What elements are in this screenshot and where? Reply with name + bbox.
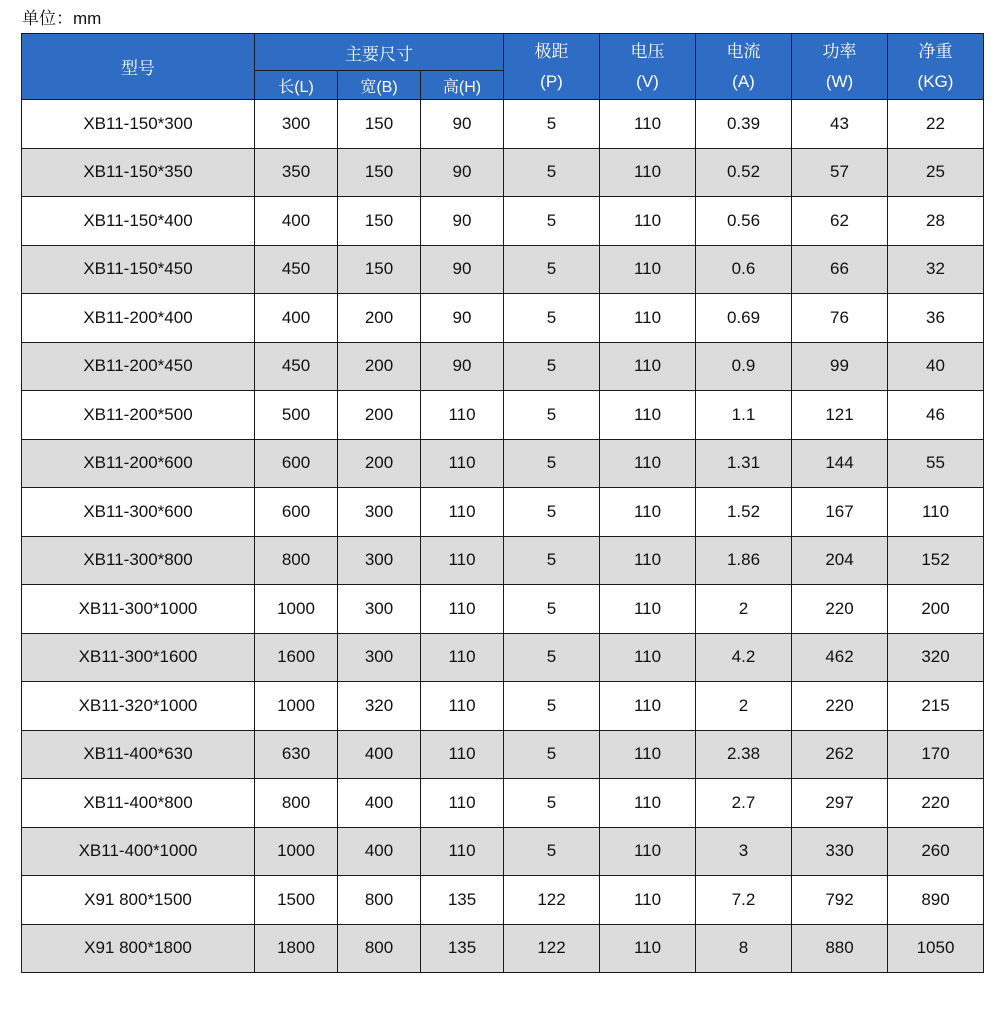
voltage-cell: 110 — [600, 827, 696, 876]
voltage-cell: 110 — [600, 294, 696, 343]
pitch-cell: 122 — [504, 876, 600, 925]
height-cell: 110 — [421, 779, 504, 828]
width-cell: 150 — [338, 245, 421, 294]
width-cell: 300 — [338, 633, 421, 682]
table-row — [22, 342, 984, 391]
current-cell: 1.86 — [696, 536, 792, 585]
model-cell: XB11-300*1000 — [22, 585, 255, 634]
length-cell: 800 — [255, 536, 338, 585]
header-voltage-unit: (V) — [636, 71, 659, 91]
width-cell: 200 — [338, 342, 421, 391]
length-cell: 600 — [255, 439, 338, 488]
width-cell: 320 — [338, 682, 421, 731]
voltage-cell: 110 — [600, 148, 696, 197]
voltage-cell: 110 — [600, 779, 696, 828]
width-cell: 400 — [338, 730, 421, 779]
width-cell: 400 — [338, 827, 421, 876]
model-cell: XB11-150*350 — [22, 148, 255, 197]
weight-cell: 890 — [888, 876, 984, 925]
length-cell: 1000 — [255, 827, 338, 876]
weight-cell: 152 — [888, 536, 984, 585]
weight-cell: 40 — [888, 342, 984, 391]
length-cell: 600 — [255, 488, 338, 537]
header-current-unit: (A) — [732, 71, 755, 91]
current-cell: 0.56 — [696, 197, 792, 246]
table-row — [22, 294, 984, 343]
power-cell: 462 — [792, 633, 888, 682]
header-power — [792, 34, 888, 100]
table-row — [22, 730, 984, 779]
table-row — [22, 682, 984, 731]
power-cell: 330 — [792, 827, 888, 876]
header-weight — [888, 34, 984, 100]
height-cell: 110 — [421, 730, 504, 779]
header-pitch-label: 极距 — [534, 41, 569, 61]
model-cell: X91 800*1800 — [22, 924, 255, 973]
pitch-cell: 5 — [504, 779, 600, 828]
width-cell: 150 — [338, 148, 421, 197]
width-cell: 300 — [338, 536, 421, 585]
header-width: 宽(B) — [338, 71, 421, 100]
voltage-cell: 110 — [600, 342, 696, 391]
table-row — [22, 585, 984, 634]
weight-cell: 1050 — [888, 924, 984, 973]
model-cell: XB11-320*1000 — [22, 682, 255, 731]
height-cell: 90 — [421, 294, 504, 343]
voltage-cell: 110 — [600, 585, 696, 634]
pitch-cell: 5 — [504, 197, 600, 246]
power-cell: 262 — [792, 730, 888, 779]
pitch-cell: 5 — [504, 294, 600, 343]
weight-cell: 200 — [888, 585, 984, 634]
current-cell: 8 — [696, 924, 792, 973]
table-row — [22, 100, 984, 149]
height-cell: 110 — [421, 488, 504, 537]
width-cell: 200 — [338, 439, 421, 488]
current-cell: 0.69 — [696, 294, 792, 343]
weight-cell: 32 — [888, 245, 984, 294]
height-cell: 110 — [421, 585, 504, 634]
width-cell: 300 — [338, 488, 421, 537]
length-cell: 350 — [255, 148, 338, 197]
length-cell: 450 — [255, 245, 338, 294]
header-power-unit: (W) — [825, 71, 854, 91]
table-body — [22, 100, 984, 973]
power-cell: 62 — [792, 197, 888, 246]
voltage-cell: 110 — [600, 924, 696, 973]
current-cell: 0.52 — [696, 148, 792, 197]
model-cell: XB11-300*600 — [22, 488, 255, 537]
spec-table — [21, 33, 984, 973]
current-cell: 1.31 — [696, 439, 792, 488]
height-cell: 135 — [421, 924, 504, 973]
weight-cell: 46 — [888, 391, 984, 440]
current-cell: 7.2 — [696, 876, 792, 925]
table-row — [22, 827, 984, 876]
model-cell: XB11-200*500 — [22, 391, 255, 440]
power-cell: 57 — [792, 148, 888, 197]
header-pitch — [504, 34, 600, 100]
current-cell: 2 — [696, 682, 792, 731]
length-cell: 400 — [255, 294, 338, 343]
power-cell: 220 — [792, 585, 888, 634]
current-cell: 2 — [696, 585, 792, 634]
table-row — [22, 633, 984, 682]
model-cell: XB11-400*1000 — [22, 827, 255, 876]
power-cell: 43 — [792, 100, 888, 149]
header-dimensions: 主要尺寸 — [255, 34, 504, 71]
current-cell: 1.1 — [696, 391, 792, 440]
pitch-cell: 5 — [504, 633, 600, 682]
model-cell: XB11-200*450 — [22, 342, 255, 391]
pitch-cell: 5 — [504, 391, 600, 440]
length-cell: 630 — [255, 730, 338, 779]
current-cell: 0.6 — [696, 245, 792, 294]
current-cell: 1.52 — [696, 488, 792, 537]
width-cell: 400 — [338, 779, 421, 828]
power-cell: 99 — [792, 342, 888, 391]
length-cell: 1800 — [255, 924, 338, 973]
pitch-cell: 5 — [504, 730, 600, 779]
current-cell: 2.7 — [696, 779, 792, 828]
table-row — [22, 245, 984, 294]
width-cell: 200 — [338, 391, 421, 440]
height-cell: 110 — [421, 682, 504, 731]
weight-cell: 25 — [888, 148, 984, 197]
table-row — [22, 197, 984, 246]
power-cell: 76 — [792, 294, 888, 343]
length-cell: 1000 — [255, 682, 338, 731]
weight-cell: 28 — [888, 197, 984, 246]
header-height: 高(H) — [421, 71, 504, 100]
voltage-cell: 110 — [600, 439, 696, 488]
current-cell: 0.39 — [696, 100, 792, 149]
power-cell: 66 — [792, 245, 888, 294]
length-cell: 450 — [255, 342, 338, 391]
length-cell: 1500 — [255, 876, 338, 925]
voltage-cell: 110 — [600, 245, 696, 294]
voltage-cell: 110 — [600, 536, 696, 585]
voltage-cell: 110 — [600, 391, 696, 440]
weight-cell: 55 — [888, 439, 984, 488]
table-row — [22, 779, 984, 828]
pitch-cell: 5 — [504, 536, 600, 585]
table-row — [22, 536, 984, 585]
pitch-cell: 5 — [504, 827, 600, 876]
length-cell: 300 — [255, 100, 338, 149]
header-length: 长(L) — [255, 71, 338, 100]
width-cell: 200 — [338, 294, 421, 343]
power-cell: 297 — [792, 779, 888, 828]
pitch-cell: 5 — [504, 245, 600, 294]
model-cell: XB11-150*450 — [22, 245, 255, 294]
height-cell: 110 — [421, 827, 504, 876]
voltage-cell: 110 — [600, 682, 696, 731]
height-cell: 90 — [421, 245, 504, 294]
power-cell: 220 — [792, 682, 888, 731]
pitch-cell: 5 — [504, 100, 600, 149]
table-row — [22, 876, 984, 925]
voltage-cell: 110 — [600, 100, 696, 149]
pitch-cell: 5 — [504, 488, 600, 537]
length-cell: 1000 — [255, 585, 338, 634]
weight-cell: 36 — [888, 294, 984, 343]
width-cell: 150 — [338, 197, 421, 246]
current-cell: 3 — [696, 827, 792, 876]
weight-cell: 170 — [888, 730, 984, 779]
weight-cell: 22 — [888, 100, 984, 149]
model-cell: XB11-400*630 — [22, 730, 255, 779]
pitch-cell: 122 — [504, 924, 600, 973]
pitch-cell: 5 — [504, 439, 600, 488]
header-weight-label: 净重 — [918, 41, 953, 61]
header-current — [696, 34, 792, 100]
power-cell: 167 — [792, 488, 888, 537]
height-cell: 110 — [421, 633, 504, 682]
height-cell: 90 — [421, 342, 504, 391]
length-cell: 400 — [255, 197, 338, 246]
width-cell: 300 — [338, 585, 421, 634]
model-cell: XB11-150*300 — [22, 100, 255, 149]
height-cell: 135 — [421, 876, 504, 925]
height-cell: 90 — [421, 148, 504, 197]
model-cell: XB11-150*400 — [22, 197, 255, 246]
table-row — [22, 391, 984, 440]
current-cell: 4.2 — [696, 633, 792, 682]
header-voltage — [600, 34, 696, 100]
power-cell: 121 — [792, 391, 888, 440]
model-cell: XB11-400*800 — [22, 779, 255, 828]
height-cell: 90 — [421, 100, 504, 149]
power-cell: 880 — [792, 924, 888, 973]
height-cell: 110 — [421, 536, 504, 585]
width-cell: 150 — [338, 100, 421, 149]
weight-cell: 320 — [888, 633, 984, 682]
width-cell: 800 — [338, 924, 421, 973]
unit-label: 单位：mm — [22, 9, 102, 28]
power-cell: 792 — [792, 876, 888, 925]
voltage-cell: 110 — [600, 633, 696, 682]
header-pitch-unit: (P) — [540, 71, 563, 91]
table-row — [22, 488, 984, 537]
height-cell: 110 — [421, 391, 504, 440]
current-cell: 2.38 — [696, 730, 792, 779]
width-cell: 800 — [338, 876, 421, 925]
voltage-cell: 110 — [600, 876, 696, 925]
table-row — [22, 148, 984, 197]
header-voltage-label: 电压 — [630, 41, 665, 61]
voltage-cell: 110 — [600, 730, 696, 779]
height-cell: 90 — [421, 197, 504, 246]
power-cell: 144 — [792, 439, 888, 488]
header-weight-unit: (KG) — [917, 71, 954, 91]
table-header — [22, 34, 984, 100]
header-model: 型号 — [22, 34, 255, 100]
weight-cell: 215 — [888, 682, 984, 731]
model-cell: XB11-200*600 — [22, 439, 255, 488]
height-cell: 110 — [421, 439, 504, 488]
pitch-cell: 5 — [504, 682, 600, 731]
table-row — [22, 439, 984, 488]
power-cell: 204 — [792, 536, 888, 585]
length-cell: 800 — [255, 779, 338, 828]
pitch-cell: 5 — [504, 148, 600, 197]
current-cell: 0.9 — [696, 342, 792, 391]
table-row — [22, 924, 984, 973]
length-cell: 1600 — [255, 633, 338, 682]
pitch-cell: 5 — [504, 342, 600, 391]
header-power-label: 功率 — [822, 41, 857, 61]
voltage-cell: 110 — [600, 197, 696, 246]
pitch-cell: 5 — [504, 585, 600, 634]
weight-cell: 110 — [888, 488, 984, 537]
weight-cell: 260 — [888, 827, 984, 876]
model-cell: XB11-300*1600 — [22, 633, 255, 682]
model-cell: XB11-300*800 — [22, 536, 255, 585]
model-cell: X91 800*1500 — [22, 876, 255, 925]
model-cell: XB11-200*400 — [22, 294, 255, 343]
length-cell: 500 — [255, 391, 338, 440]
voltage-cell: 110 — [600, 488, 696, 537]
header-current-label: 电流 — [726, 41, 761, 61]
weight-cell: 220 — [888, 779, 984, 828]
